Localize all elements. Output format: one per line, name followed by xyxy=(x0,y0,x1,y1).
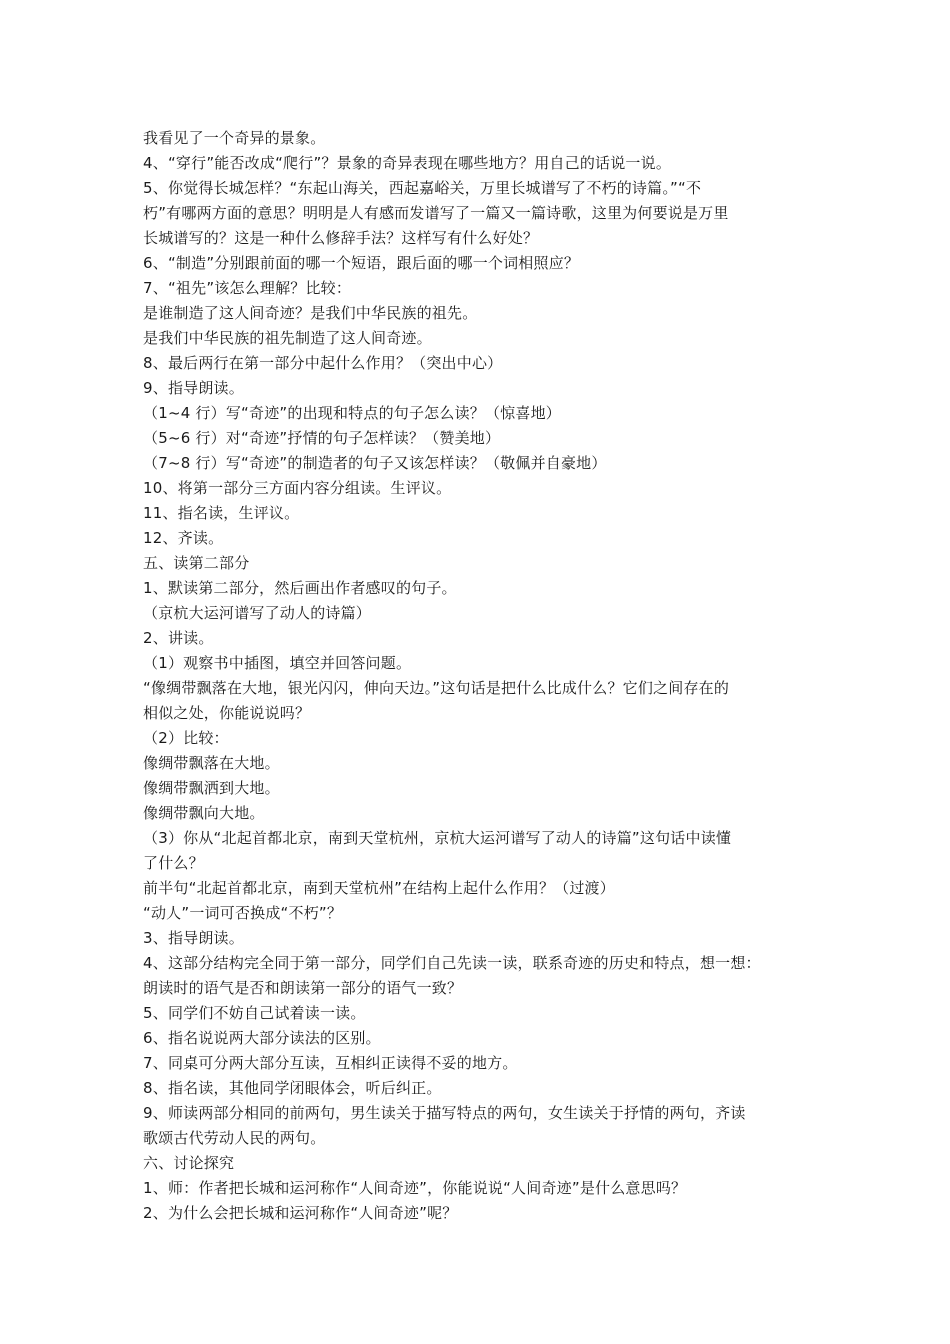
text-line: 7、“祖先”该怎么理解？比较： xyxy=(143,279,352,297)
text-line: 是谁制造了这人间奇迹？是我们中华民族的祖先。 xyxy=(143,304,478,322)
text-line: 像绸带飘向大地。 xyxy=(143,804,265,822)
text-line: 7、同桌可分两大部分互读，互相纠正读得不妥的地方。 xyxy=(143,1054,518,1072)
text-line: 前半句“北起首都北京，南到天堂杭州”在结构上起什么作用？（过渡） xyxy=(143,879,615,897)
text-line: （3）你从“北起首都北京，南到天堂杭州，京杭大运河谱写了动人的诗篇”这句话中读懂 xyxy=(143,829,732,847)
text-line: 1、师：作者把长城和运河称作“人间奇迹”，你能说说“人间奇迹”是什么意思吗？ xyxy=(143,1179,687,1197)
text-line: “动人”一词可否换成“不朽”？ xyxy=(143,904,343,922)
text-line: 歌颂古代劳动人民的两句。 xyxy=(143,1129,326,1147)
text-line: （1~4 行）写“奇迹”的出现和特点的句子怎么读？（惊喜地） xyxy=(143,404,561,422)
text-line: 8、最后两行在第一部分中起什么作用？（突出中心） xyxy=(143,354,503,372)
text-line: （京杭大运河谱写了动人的诗篇） xyxy=(143,604,372,622)
text-line: 11、指名读，生评议。 xyxy=(143,504,300,522)
text-line: 9、指导朗读。 xyxy=(143,379,244,397)
text-line: 5、你觉得长城怎样？“东起山海关，西起嘉峪关，万里长城谱写了不朽的诗篇。”“不 xyxy=(143,179,702,197)
text-line: 6、指名说说两大部分读法的区别。 xyxy=(143,1029,381,1047)
text-line: 6、“制造”分别跟前面的哪一个短语，跟后面的哪一个词相照应？ xyxy=(143,254,580,272)
text-line: 4、“穿行”能否改成“爬行”？景象的奇异表现在哪些地方？用自己的话说一说。 xyxy=(143,154,672,172)
text-line: 了什么？ xyxy=(143,854,204,872)
text-line: 1、默读第二部分，然后画出作者感叹的句子。 xyxy=(143,579,457,597)
text-line: （1）观察书中插图，填空并回答问题。 xyxy=(143,654,412,672)
text-line: 10、将第一部分三方面内容分组读。生评议。 xyxy=(143,479,452,497)
text-line: “像绸带飘落在大地，银光闪闪，伸向天边。”这句话是把什么比成什么？它们之间存在的 xyxy=(143,679,730,697)
text-line: 2、讲读。 xyxy=(143,629,214,647)
text-line: 朗读时的语气是否和朗读第一部分的语气一致？ xyxy=(143,979,463,997)
text-line: 像绸带飘洒到大地。 xyxy=(143,779,280,797)
text-line: 9、师读两部分相同的前两句，男生读关于描写特点的两句，女生读关于抒情的两句，齐读 xyxy=(143,1104,746,1122)
section-heading: 六、讨论探究 xyxy=(143,1154,235,1172)
text-line: 是我们中华民族的祖先制造了这人间奇迹。 xyxy=(143,329,432,347)
text-line: （2）比较： xyxy=(143,729,229,747)
text-line: 长城谱写的？这是一种什么修辞手法？这样写有什么好处？ xyxy=(143,229,539,247)
section-heading: 五、读第二部分 xyxy=(143,554,250,572)
text-line: 5、同学们不妨自己试着读一读。 xyxy=(143,1004,366,1022)
document-body xyxy=(143,126,823,1226)
text-line: 8、指名读，其他同学闭眼体会，听后纠正。 xyxy=(143,1079,442,1097)
text-line: 朽”有哪两方面的意思？明明是人有感而发谱写了一篇又一篇诗歌，这里为何要说是万里 xyxy=(143,204,729,222)
text-line: （7~8 行）写“奇迹”的制造者的句子又该怎样读？（敬佩并自豪地） xyxy=(143,454,607,472)
text-line: （5~6 行）对“奇迹”抒情的句子怎样读？（赞美地） xyxy=(143,429,501,447)
text-line: 我看见了一个奇异的景象。 xyxy=(143,129,326,147)
text-line: 3、指导朗读。 xyxy=(143,929,244,947)
text-line: 2、为什么会把长城和运河称作“人间奇迹”呢？ xyxy=(143,1204,458,1222)
text-line: 4、这部分结构完全同于第一部分，同学们自己先读一读，联系奇迹的历史和特点，想一想： xyxy=(143,954,761,972)
text-line: 12、齐读。 xyxy=(143,529,224,547)
text-line: 像绸带飘落在大地。 xyxy=(143,754,280,772)
text-line: 相似之处，你能说说吗？ xyxy=(143,704,311,722)
